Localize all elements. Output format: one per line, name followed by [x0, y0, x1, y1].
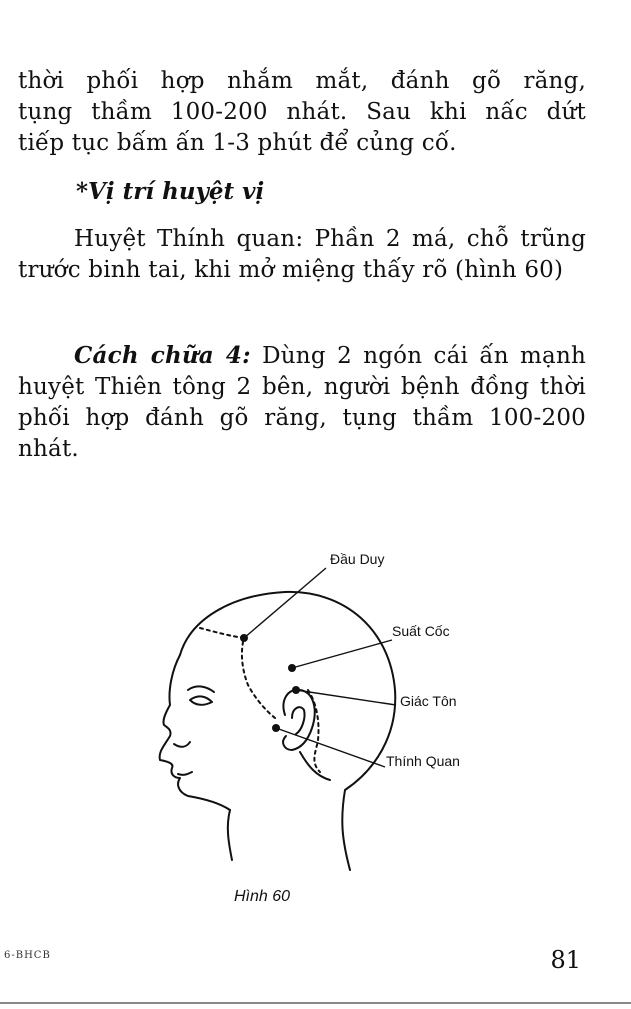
- hairline: [200, 628, 275, 718]
- leader-suat-coc: [292, 640, 392, 668]
- text-line: tiếp tục bấm ấn 1-3 phút để củng cố.: [18, 130, 457, 156]
- bottom-rule: [0, 1002, 631, 1004]
- text-line: tụng thầm 100-200 nhát. Sau khi nấc dứt: [18, 99, 586, 125]
- treatment-label: Cách chữa 4:: [74, 342, 251, 369]
- label-thinh-quan: Thính Quan: [386, 753, 460, 769]
- head-outline: [180, 592, 395, 870]
- treatment-text: Dùng 2 ngón cái ấn mạnh huyệt Thiên tông 2 bên, người bệnh đồng thời phối hợp đánh gõ răng, tụng thầm 100-200 nhát.: [18, 343, 586, 462]
- section-heading: *Vị trí huyệt vị: [76, 178, 265, 205]
- paragraph-continuation: [18, 66, 586, 159]
- print-code: 6-BHCB: [4, 950, 51, 961]
- neck-front: [228, 810, 232, 860]
- eye: [190, 696, 212, 704]
- label-suat-coc: Suất Cốc: [392, 623, 450, 639]
- leader-thinh-quan: [276, 728, 385, 767]
- label-dau-duy: Đầu Duy: [330, 551, 385, 567]
- label-giac-ton: Giác Tôn: [400, 693, 457, 709]
- paragraph-acupoint: Huyệt Thính quan: Phần 2 má, chỗ trũng trước binh tai, khi mở miệng thấy rõ (hình 60): [18, 226, 586, 283]
- text-line: thời phối hợp nhắm mắt, đánh gõ răng,: [18, 68, 586, 94]
- page-number: 81: [550, 946, 581, 974]
- paragraph-treatment: [18, 340, 586, 465]
- face-profile: [160, 655, 230, 810]
- leader-dau-duy: [244, 568, 326, 638]
- ear: [283, 690, 315, 750]
- figure-caption: Hình 60: [234, 888, 291, 905]
- head-acupoint-figure: [140, 540, 500, 920]
